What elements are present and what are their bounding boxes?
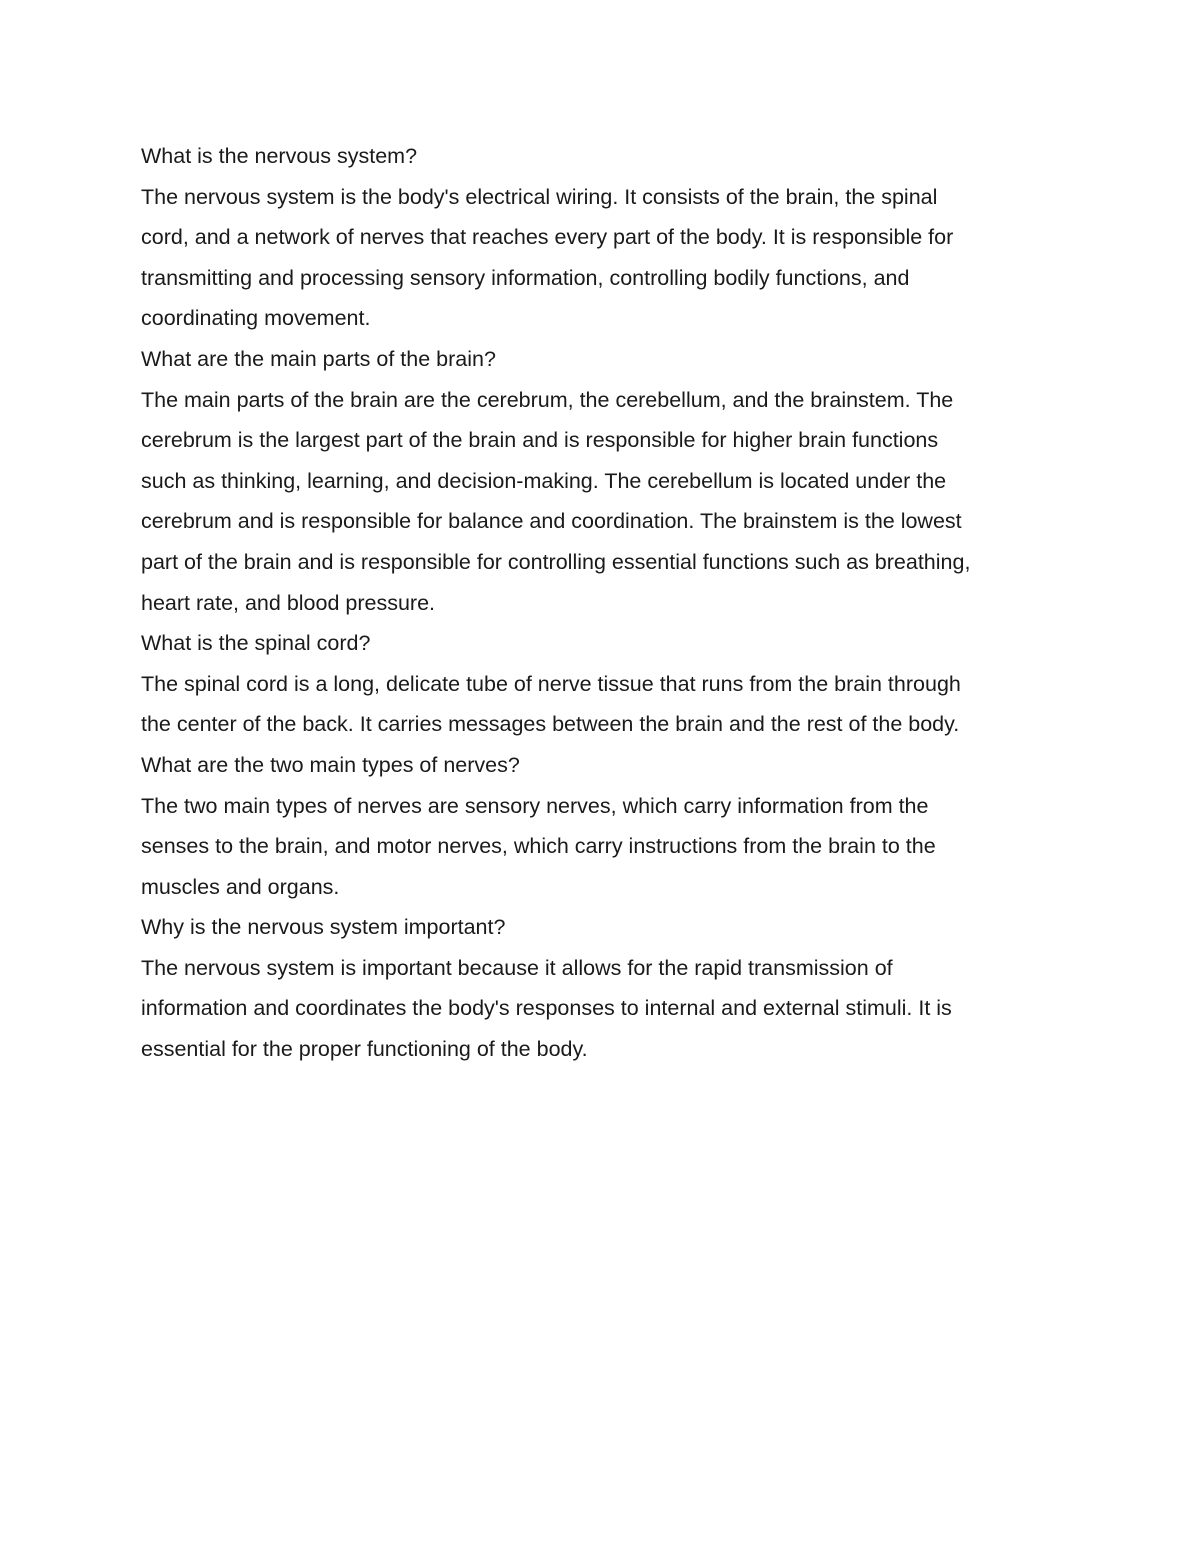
answer-line: heart rate, and blood pressure. — [141, 590, 436, 615]
question-heading: What is the spinal cord? — [141, 631, 371, 656]
answer-line: senses to the brain, and motor nerves, which carry instructions from the brain to the — [141, 834, 936, 859]
answer-line: information and coordinates the body's responses to internal and external stimuli. It is — [141, 996, 952, 1021]
qa-section — [141, 339, 1066, 623]
answer-line: The nervous system is important because it allows for the rapid transmission of — [141, 955, 893, 980]
answer-line: part of the brain and is responsible for controlling essential functions such as breathing, — [141, 549, 971, 574]
answer-line: coordinating movement. — [141, 306, 371, 331]
answer-line: The spinal cord is a long, delicate tube of nerve tissue that runs from the brain through — [141, 671, 961, 696]
answer-line: cerebrum is the largest part of the brain and is responsible for higher brain functions — [141, 428, 939, 453]
answer-line: The main parts of the brain are the cerebrum, the cerebellum, and the brainstem. The — [141, 387, 954, 412]
answer-line: The nervous system is the body's electrical wiring. It consists of the brain, the spinal — [141, 184, 938, 209]
question-heading: What are the two main types of nerves? — [141, 752, 520, 777]
qa-section — [141, 623, 1066, 745]
answer-line: cord, and a network of nerves that reaches every part of the body. It is responsible for — [141, 225, 954, 250]
answer-line: the center of the back. It carries messages between the brain and the rest of the body. — [141, 712, 960, 737]
question-heading: What is the nervous system? — [141, 144, 418, 168]
qa-section — [141, 907, 1066, 1069]
question-heading: Why is the nervous system important? — [141, 915, 506, 940]
question-heading: What are the main parts of the brain? — [141, 346, 496, 371]
qa-section — [141, 745, 1066, 907]
answer-line: muscles and organs. — [141, 874, 340, 899]
document-body — [141, 136, 1066, 1070]
answer-line: cerebrum and is responsible for balance and coordination. The brainstem is the lowest — [141, 509, 962, 534]
answer-line: The two main types of nerves are sensory nerves, which carry information from the — [141, 793, 929, 818]
answer-line: transmitting and processing sensory information, controlling bodily functions, and — [141, 265, 910, 290]
answer-line: essential for the proper functioning of the body. — [141, 1037, 588, 1062]
answer-line: such as thinking, learning, and decision-making. The cerebellum is located under the — [141, 468, 947, 493]
qa-section — [141, 136, 1066, 339]
